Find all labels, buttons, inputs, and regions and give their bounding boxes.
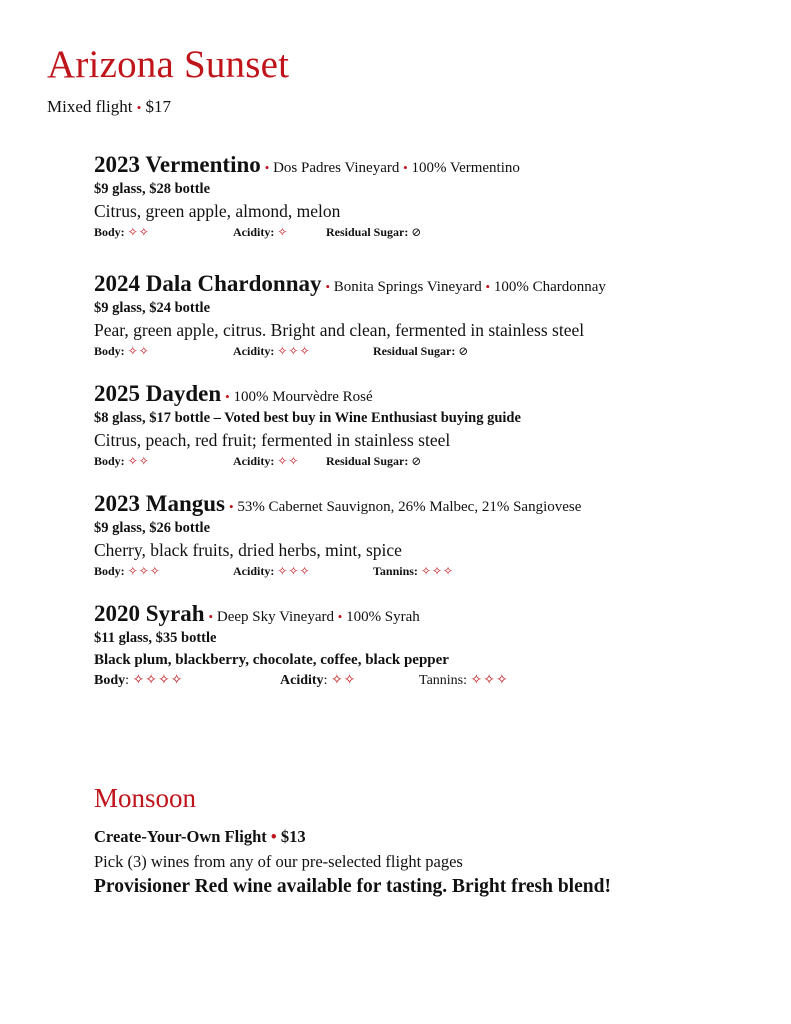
wine-varietal: 100% Mourvèdre Rosé [233, 389, 373, 405]
body-colon: : [125, 673, 130, 688]
wine-entry-syrah [94, 602, 754, 688]
tannins-label: Tannins: [419, 673, 468, 688]
wine-entry-dayden [94, 382, 754, 470]
body-rating [94, 672, 183, 689]
monsoon-flight-name: Create-Your-Own Flight [94, 827, 267, 846]
wine-price: $9 glass, $26 bottle [94, 520, 210, 536]
wine-attributes [94, 454, 754, 470]
wine-tasting-notes: Citrus, green apple, almond, melon [94, 201, 341, 221]
wine-entry-vermentino [94, 153, 754, 241]
wine-vineyard: Bonita Springs Vineyard [333, 279, 482, 295]
wine-attributes [94, 672, 754, 688]
none-icon: ⊘ [411, 225, 423, 239]
residual-sugar-label: Residual Sugar: [326, 225, 409, 239]
wine-price: $9 glass, $28 bottle [94, 181, 210, 197]
wine-meta [325, 279, 605, 295]
acidity-rating [233, 225, 288, 240]
wine-attributes [94, 564, 754, 580]
acidity-sparkle-icons: ✧✧ [277, 454, 300, 468]
bullet-separator: • [208, 609, 214, 624]
residual-sugar-rating [326, 454, 422, 469]
monsoon-flight-line [94, 827, 306, 847]
body-rating [94, 344, 150, 359]
acidity-rating [233, 454, 299, 469]
flight-subtitle [47, 97, 171, 117]
wine-entry-mangus [94, 492, 754, 580]
body-rating [94, 454, 150, 469]
acidity-label: Acidity: [233, 564, 275, 578]
wine-meta [229, 499, 581, 515]
tannins-label: Tannins: [373, 564, 418, 578]
bullet-separator: • [403, 160, 408, 175]
wine-price: $9 glass, $24 bottle [94, 300, 210, 316]
bullet-separator: • [270, 827, 277, 846]
bullet-separator: • [325, 279, 331, 294]
acidity-label: Acidity: [233, 344, 275, 358]
acidity-rating [280, 672, 356, 689]
residual-sugar-rating [373, 344, 469, 359]
body-rating [94, 225, 150, 240]
wine-meta [265, 160, 520, 176]
wine-name: 2023 Mangus [94, 491, 225, 516]
wine-tasting-notes: Pear, green apple, citrus. Bright and clean, fermented in stainless steel [94, 320, 585, 340]
wine-name: 2020 Syrah [94, 601, 205, 626]
wine-price: $8 glass, $17 bottle – Voted best buy in Wine Enthusiast buying guide [94, 410, 521, 426]
bullet-separator: • [136, 100, 142, 115]
monsoon-title: Monsoon [94, 783, 197, 813]
acidity-label: Acidity: [233, 225, 275, 239]
bullet-separator: • [337, 609, 343, 624]
residual-sugar-label: Residual Sugar: [373, 344, 456, 358]
none-icon: ⊘ [411, 454, 423, 468]
tannins-sparkle-icons: ✧✧✧ [420, 564, 455, 578]
wine-name: 2023 Vermentino [94, 152, 261, 177]
bullet-separator: • [264, 160, 270, 175]
body-sparkle-icons: ✧✧✧✧ [132, 673, 184, 688]
wine-attributes [94, 225, 754, 241]
tannins-rating [373, 564, 454, 579]
wine-varietal: 100% Vermentino [411, 160, 520, 176]
body-label: Body: [94, 564, 125, 578]
acidity-sparkle-icons: ✧✧✧ [277, 344, 311, 358]
wine-vineyard: Dos Padres Vineyard [273, 160, 400, 176]
acidity-sparkle-icons: ✧✧✧ [277, 564, 311, 578]
acidity-colon: : [323, 673, 328, 688]
body-label: Body [94, 673, 126, 688]
none-icon: ⊘ [458, 344, 470, 358]
wine-attributes [94, 344, 754, 360]
wine-meta [209, 609, 420, 625]
wine-meta [225, 389, 372, 405]
body-label: Body: [94, 454, 125, 468]
wine-name: 2024 Dala Chardonnay [94, 271, 322, 296]
flight-price: $17 [145, 97, 172, 116]
body-label: Body: [94, 344, 125, 358]
monsoon-instructions: Pick (3) wines from any of our pre-selected flight pages [94, 852, 463, 871]
bullet-separator: • [485, 279, 491, 294]
body-label: Body: [94, 225, 125, 239]
flight-title: Arizona Sunset [47, 43, 290, 86]
residual-sugar-rating [326, 225, 422, 240]
acidity-sparkle-icons: ✧ [277, 225, 289, 239]
body-sparkle-icons: ✧✧ [127, 454, 150, 468]
wine-price: $11 glass, $35 bottle [94, 630, 217, 646]
acidity-sparkle-icons: ✧✧ [330, 673, 357, 688]
bullet-separator: • [225, 389, 230, 404]
flight-subtitle-text: Mixed flight [47, 97, 133, 116]
wine-vineyard: Deep Sky Vineyard [216, 609, 334, 625]
acidity-label: Acidity [280, 673, 324, 688]
acidity-label: Acidity: [233, 454, 275, 468]
acidity-rating [233, 344, 311, 359]
wine-entry-dala-chardonnay [94, 272, 754, 360]
monsoon-promo: Provisioner Red wine available for tasting. Bright fresh blend! [94, 876, 611, 897]
wine-varietal: 100% Chardonnay [493, 279, 606, 295]
residual-sugar-label: Residual Sugar: [326, 454, 409, 468]
acidity-rating [233, 564, 311, 579]
bullet-separator: • [229, 499, 234, 514]
body-rating [94, 564, 161, 579]
wine-tasting-notes: Black plum, blackberry, chocolate, coffee, black pepper [94, 652, 449, 668]
tannins-sparkle-icons: ✧✧✧ [470, 673, 509, 688]
body-sparkle-icons: ✧✧✧ [127, 564, 161, 578]
wine-name: 2025 Dayden [94, 381, 222, 406]
body-sparkle-icons: ✧✧ [127, 344, 150, 358]
body-sparkle-icons: ✧✧ [127, 225, 150, 239]
wine-tasting-notes: Citrus, peach, red fruit; fermented in stainless steel [94, 430, 451, 450]
wine-varietal: 100% Syrah [346, 609, 420, 625]
tannins-rating [419, 672, 509, 689]
wine-varietal: 53% Cabernet Sauvignon, 26% Malbec, 21% Sangiovese [237, 499, 582, 515]
monsoon-flight-price: $13 [280, 827, 306, 846]
wine-tasting-notes: Cherry, black fruits, dried herbs, mint, spice [94, 540, 402, 560]
